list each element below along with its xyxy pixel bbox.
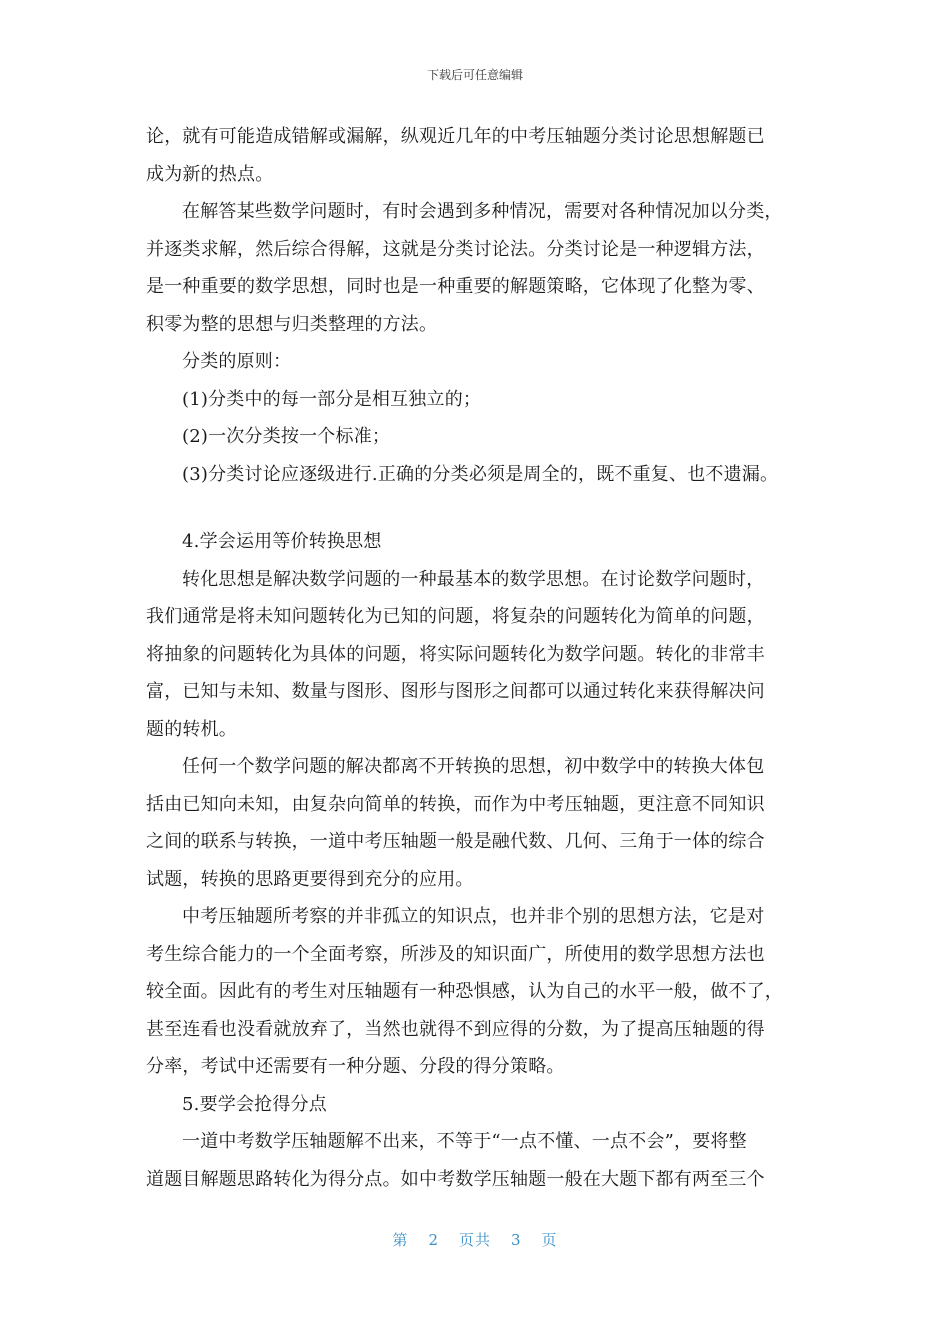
page-header: 下载后可任意编辑 <box>426 68 523 82</box>
section-heading-5: 5.要学会抢得分点 <box>182 1093 327 1115</box>
paragraph-transformation-application: 任何一个数学问题的解决都离不开转换的思想，初中数学中的转换大体包 括由已知向未知，由复杂向简单的转换，而作为中考压轴题，更注意不同知识 之间的联系与转换，一道中考压轴题一般是融代数、几何、三角于一体的综合 试题，转换的思路更要得到充分的应用。 <box>146 756 765 890</box>
paragraph-transformation-idea: 转化思想是解决数学问题的一种最基本的数学思想。在讨论数学问题时， 我们通常是将未知问题转化为已知的问题，将复杂的问题转化为简单的问题， 将抽象的问题转化为具体的问题，将实际问题转化为数学问题。转化的非常丰 富，已知与未知、数量与图形、图形与图形之间都可以通过转化来获得解决问 题的转机。 <box>146 568 765 740</box>
section-heading-4: 4.学会运用等价转换思想 <box>182 531 382 552</box>
paragraph-classification-method: 在解答某些数学问题时，有时会遇到多种情况，需要对各种情况加以分类， 并逐类求解，然后综合得解，这就是分类讨论法。分类讨论是一种逻辑方法， 是一种重要的数学思想，同时也是一种重要的解题策略，它体现了化整为零、 积零为整的思想与归类整理的方法。 <box>146 201 783 335</box>
document-body <box>146 118 811 1198</box>
list-item-principle-3: (3)分类讨论应逐级进行.正确的分类必须是周全的，既不重复、也不遗漏。 <box>182 463 779 485</box>
footer-label-mid: 页共 <box>458 1231 491 1249</box>
footer-label-end: 页 <box>541 1231 558 1249</box>
paragraph-classification-principles-heading: 分类的原则： <box>182 351 292 372</box>
list-item-principle-2: (2)一次分类按一个标准； <box>182 426 391 447</box>
footer-label-page: 第 <box>392 1231 409 1249</box>
footer-current-page: 2 <box>428 1231 439 1249</box>
list-item-principle-1: (1)分类中的每一部分是相互独立的； <box>182 388 482 410</box>
paragraph-classification-intro-end: 论，就有可能造成错解或漏解，纵观近几年的中考压轴题分类讨论思想解题已 成为新的热点。 <box>146 126 765 185</box>
footer-total-pages: 3 <box>511 1231 522 1249</box>
paragraph-exam-strategy: 中考压轴题所考察的并非孤立的知识点，也并非个别的思想方法，它是对 考生综合能力的一个全面考察，所涉及的知识面广，所使用的数学思想方法也 较全面。因此有的考生对压轴题有一种恐惧感，认为自己的水平一般，做不了， 甚至连看也没看就放弃了，当然也就得不到应得的分数，为了提高压轴题的得 分率，考试中还需要有一种分题、分段的得分策略。 <box>146 906 783 1077</box>
paragraph-scoring-points: 一道中考数学压轴题解不出来，不等于“一点不懂、一点不会”，要将整 道题目解题思路转化为得分点。如中考数学压轴题一般在大题下都有两至三个 <box>146 1131 765 1190</box>
section-spacer <box>146 493 811 523</box>
page-footer <box>0 1229 950 1250</box>
